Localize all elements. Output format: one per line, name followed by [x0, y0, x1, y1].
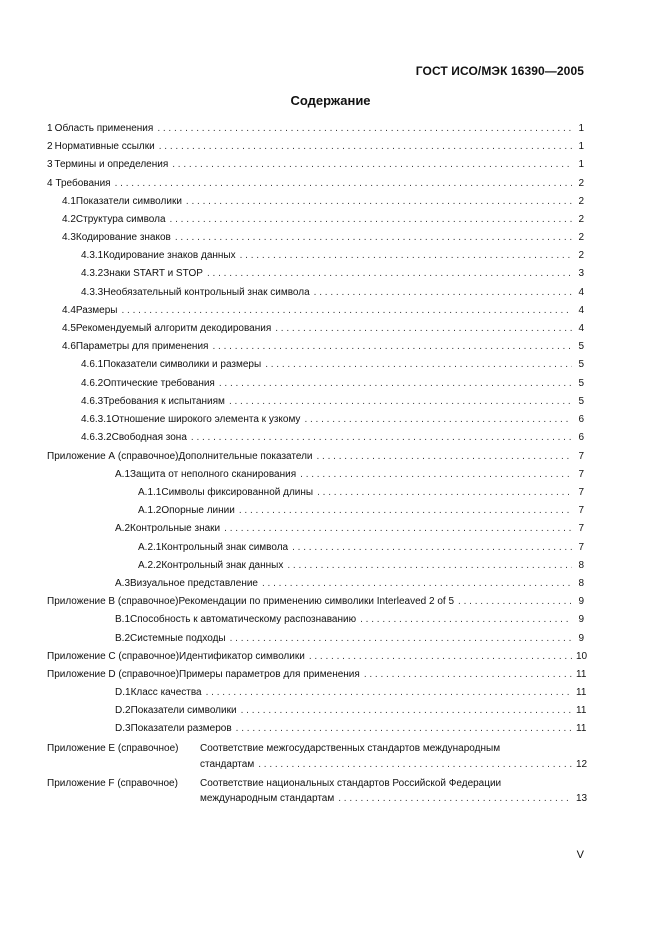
toc-entry[interactable]: [81, 284, 584, 302]
entry-number: 4.2: [62, 214, 76, 225]
toc-entry[interactable]: [81, 429, 584, 447]
dot-leader: [364, 666, 572, 684]
entry-number: 2: [47, 141, 53, 152]
toc-entry[interactable]: [47, 666, 587, 684]
dot-leader: [304, 411, 572, 429]
toc-entry[interactable]: [62, 302, 584, 320]
toc-entry[interactable]: [47, 593, 584, 611]
entry-title: Контрольный знак символа: [161, 542, 289, 553]
entry-number: 4.3.2: [81, 268, 104, 279]
dot-leader: [300, 466, 572, 484]
entry-page: 1: [578, 123, 584, 134]
entry-number: А.1.2: [138, 505, 162, 516]
entry-page: 5: [578, 341, 584, 352]
dot-leader: [236, 720, 572, 738]
entry-number: 3: [47, 159, 53, 170]
entry-page: 11: [576, 669, 587, 680]
dot-leader: [317, 484, 572, 502]
entry-number: Приложение В (справочное): [47, 596, 179, 607]
page-number: V: [576, 849, 584, 861]
entry-number: А.1: [115, 469, 131, 480]
entry-page: 13: [576, 793, 588, 804]
dot-leader: [287, 557, 572, 575]
toc-entry[interactable]: [138, 557, 584, 575]
entry-title-continuation: стандартам: [200, 759, 255, 770]
entry-page: 7: [578, 451, 584, 462]
toc-entry[interactable]: [200, 790, 588, 808]
entry-title: Рекомендуемый алгоритм декодирования: [75, 323, 272, 334]
dot-leader: [317, 448, 573, 466]
toc-entry[interactable]: [81, 247, 584, 265]
toc-entry[interactable]: [81, 265, 584, 283]
entry-number: 1: [47, 123, 53, 134]
dot-leader: [186, 193, 572, 211]
entry-page: 4: [578, 305, 584, 316]
toc-entry[interactable]: [200, 756, 588, 774]
entry-page: 5: [578, 396, 584, 407]
dot-leader: [275, 320, 572, 338]
toc-entry[interactable]: [115, 630, 584, 648]
entry-number: А.2.1: [138, 542, 162, 553]
entry-title: Символы фиксированной длины: [161, 487, 314, 498]
entry-title: Отношение широкого элемента к узкому: [111, 414, 301, 425]
dot-leader: [175, 229, 572, 247]
entry-page: 4: [578, 323, 584, 334]
dot-leader: [157, 120, 572, 138]
dot-leader: [314, 284, 572, 302]
toc-entry[interactable]: [115, 520, 584, 538]
entry-title: Контрольный знак данных: [161, 560, 284, 571]
dot-leader: [360, 611, 572, 629]
entry-number: 4: [47, 178, 53, 189]
toc-entry[interactable]: [115, 466, 584, 484]
entry-page: 1: [578, 141, 584, 152]
toc-entry[interactable]: [62, 320, 584, 338]
entry-number: 4.1: [62, 196, 76, 207]
entry-title: Кодирование знаков данных: [103, 250, 236, 261]
entry-title: Нормативные ссылки: [54, 141, 155, 152]
entry-title: Визуальное представление: [130, 578, 258, 589]
entry-number: 4.6.3.1: [81, 414, 112, 425]
entry-title: Размеры: [75, 305, 118, 316]
entry-page: 11: [576, 705, 587, 716]
entry-number: 4.6: [62, 341, 76, 352]
dot-leader: [121, 302, 572, 320]
toc-entry[interactable]: [115, 684, 587, 702]
entry-page: 9: [578, 614, 584, 625]
toc-entry[interactable]: [138, 539, 584, 557]
entry-page: 4: [578, 287, 584, 298]
page-title: Содержание: [290, 93, 371, 108]
dot-leader: [241, 702, 572, 720]
toc-entry[interactable]: [115, 575, 584, 593]
entry-number: В.1: [115, 614, 131, 625]
entry-page: 11: [576, 687, 587, 698]
entry-number: Приложение D (справочное): [47, 669, 180, 680]
entry-page: 2: [578, 250, 584, 261]
entry-title: Примеры параметров для применения: [179, 669, 360, 680]
entry-number: А.2.2: [138, 560, 162, 571]
entry-number: Приложение F (справочное): [47, 778, 178, 789]
entry-page: 7: [578, 469, 584, 480]
entry-title: Соответствие национальных стандартов Российской Федерации: [200, 778, 502, 789]
entry-page: 10: [576, 651, 588, 662]
entry-title: Показатели символики: [75, 196, 182, 207]
dot-leader: [262, 575, 572, 593]
entry-title: Кодирование знаков: [75, 232, 171, 243]
entry-title: Знаки START и STOP: [103, 268, 203, 279]
dot-leader: [229, 393, 572, 411]
toc-entry[interactable]: [47, 448, 584, 466]
entry-title: Показатели символики: [130, 705, 237, 716]
entry-page: 9: [578, 596, 584, 607]
dot-leader: [206, 684, 572, 702]
entry-title: Контрольные знаки: [130, 523, 221, 534]
dot-leader: [458, 593, 572, 611]
entry-title: Рекомендации по применению символики Interleaved 2 of 5: [178, 596, 455, 607]
dot-leader: [230, 630, 572, 648]
dot-leader: [309, 648, 572, 666]
entry-title: Оптические требования: [103, 378, 215, 389]
toc-entry[interactable]: [81, 356, 584, 374]
entry-title: Требования: [55, 178, 111, 189]
entry-page: 8: [578, 560, 584, 571]
entry-number: D.1: [115, 687, 131, 698]
entry-title: Дополнительные показатели: [178, 451, 313, 462]
entry-title: Показатели символики и размеры: [103, 359, 262, 370]
toc-entry[interactable]: [81, 393, 584, 411]
dot-leader: [207, 265, 572, 283]
entry-title: Область применения: [54, 123, 154, 134]
entry-page: 7: [578, 505, 584, 516]
entry-title: Структура символа: [75, 214, 166, 225]
entry-number: 4.6.1: [81, 359, 104, 370]
entry-number: 4.3.1: [81, 250, 104, 261]
dot-leader: [258, 756, 572, 774]
dot-leader: [170, 211, 572, 229]
entry-number: D.2: [115, 705, 131, 716]
entry-page: 2: [578, 232, 584, 243]
toc-entry[interactable]: [47, 648, 588, 666]
entry-page: 9: [578, 633, 584, 644]
entry-title: Требования к испытаниям: [103, 396, 225, 407]
toc-entry[interactable]: [81, 375, 584, 393]
entry-number: В.2: [115, 633, 131, 644]
entry-number: А.2: [115, 523, 131, 534]
dot-leader: [115, 175, 572, 193]
dot-leader: [338, 790, 572, 808]
entry-page: 6: [578, 414, 584, 425]
dot-leader: [239, 502, 572, 520]
entry-page: 7: [578, 487, 584, 498]
entry-page: 8: [578, 578, 584, 589]
entry-number: 4.4: [62, 305, 76, 316]
toc-entry[interactable]: [62, 338, 584, 356]
entry-page: 5: [578, 359, 584, 370]
entry-page: 2: [578, 214, 584, 225]
entry-title: Идентификатор символики: [179, 651, 305, 662]
entry-page: 7: [578, 523, 584, 534]
toc-entry[interactable]: [81, 411, 584, 429]
entry-number: Приложение А (справочное): [47, 451, 179, 462]
dot-leader: [159, 138, 572, 156]
dot-leader: [240, 247, 572, 265]
entry-number: Приложение Е (справочное): [47, 743, 179, 754]
entry-title: Необязательный контрольный знак символа: [103, 287, 310, 298]
entry-title-continuation: международным стандартам: [200, 793, 335, 804]
dot-leader: [219, 375, 572, 393]
toc-entry[interactable]: [115, 720, 587, 738]
toc-entry[interactable]: [47, 138, 584, 156]
entry-title: Класс качества: [130, 687, 202, 698]
entry-title: Опорные линии: [161, 505, 235, 516]
dot-leader: [172, 156, 572, 174]
entry-number: 4.5: [62, 323, 76, 334]
entry-title: Параметры для применения: [75, 341, 209, 352]
toc-entry[interactable]: [62, 193, 584, 211]
toc-entry[interactable]: [138, 484, 584, 502]
entry-number: А.1.1: [138, 487, 162, 498]
entry-number: D.3: [115, 723, 131, 734]
entry-page: 12: [576, 759, 588, 770]
entry-number: 4.6.3: [81, 396, 104, 407]
entry-title: Защита от неполного сканирования: [130, 469, 297, 480]
entry-page: 7: [578, 542, 584, 553]
entry-number: 4.6.2: [81, 378, 104, 389]
entry-page: 3: [578, 268, 584, 279]
entry-title: Соответствие межгосударственных стандартов международным: [200, 743, 501, 754]
entry-page: 5: [578, 378, 584, 389]
entry-page: 2: [578, 178, 584, 189]
dot-leader: [224, 520, 572, 538]
entry-page: 11: [576, 723, 587, 734]
toc-entry[interactable]: [115, 702, 587, 720]
toc-entry[interactable]: [62, 229, 584, 247]
toc-entry[interactable]: [47, 175, 584, 193]
toc-entry[interactable]: [115, 611, 584, 629]
toc-entry[interactable]: [47, 120, 584, 138]
entry-page: 6: [578, 432, 584, 443]
entry-title: Термины и определения: [54, 159, 169, 170]
entry-number: 4.6.3.2: [81, 432, 112, 443]
entry-page: 2: [578, 196, 584, 207]
entry-number: 4.3.3: [81, 287, 104, 298]
entry-title: Свободная зона: [111, 432, 187, 443]
document-code: ГОСТ ИСО/МЭК 16390—2005: [415, 64, 584, 78]
toc-entry[interactable]: [138, 502, 584, 520]
entry-title: Способность к автоматическому распознаванию: [130, 614, 357, 625]
entry-title: Системные подходы: [130, 633, 226, 644]
entry-number: А.3: [115, 578, 131, 589]
toc-entry[interactable]: [62, 211, 584, 229]
dot-leader: [292, 539, 572, 557]
entry-page: 1: [578, 159, 584, 170]
dot-leader: [265, 356, 572, 374]
entry-title: Показатели размеров: [130, 723, 232, 734]
dot-leader: [212, 338, 572, 356]
toc-entry[interactable]: [47, 156, 584, 174]
entry-number: Приложение С (справочное): [47, 651, 180, 662]
entry-number: 4.3: [62, 232, 76, 243]
dot-leader: [191, 429, 572, 447]
